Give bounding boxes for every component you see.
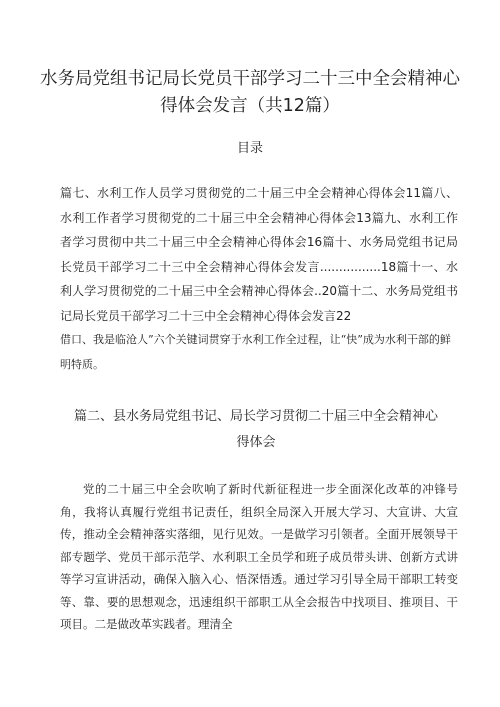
- body-paragraph: 党的二十届三中全会吹响了新时代新征程进一步全面深化改革的冲锋号角，我将认真履行党组书记责任，组织全局深入开展大学习、大宣讲、大宣传，推动全会精神落实落细，见行见效。一是做学习引领者。全面开展领导干部专题学、党员干部示范学、水利职工全员学和班子成员带头讲、创新方式讲等学习宣讲活动，确保入脑入心、悟深悟透。通过学习引导全局干部职工转变等、靠、要的思想观念，迅速组织干部职工从全会报告中找项目、推项目、干项目。二是做改革实践者。理清全: [60, 482, 458, 631]
- section-heading: 篇二、县水务局党组书记、局长学习贯彻二十届三中全会精神心得体会: [73, 409, 438, 450]
- document-title: 水务局党组书记局长党员干部学习二十三中全会精神心得体会发言（共12篇）: [40, 69, 460, 116]
- table-of-contents: 篇七、水利工作人员学习贯彻党的二十届三中全会精神心得体会11篇八、水利工作者学习贯彻党的二十届三中全会精神心得体会13篇九、水利工作者学习贯彻中共二十届三中全会精神心得体会16篇十、水务局党组书记局长党员干部学习二十三中全会精神心得体会发言................18篇十一、水利人学习贯彻党的二十届三中全会精神心得体会..20篇十二、水务局党组书记局长党员干部学习二十三中全会精神心得体会发言22: [60, 186, 458, 323]
- toc-heading: 目录: [236, 141, 263, 156]
- preceding-text-fragment: 借口、我是临沧人”六个关键词贯穿于水利工作全过程，让“快”成为水利干部的鲜明特质。: [60, 333, 451, 371]
